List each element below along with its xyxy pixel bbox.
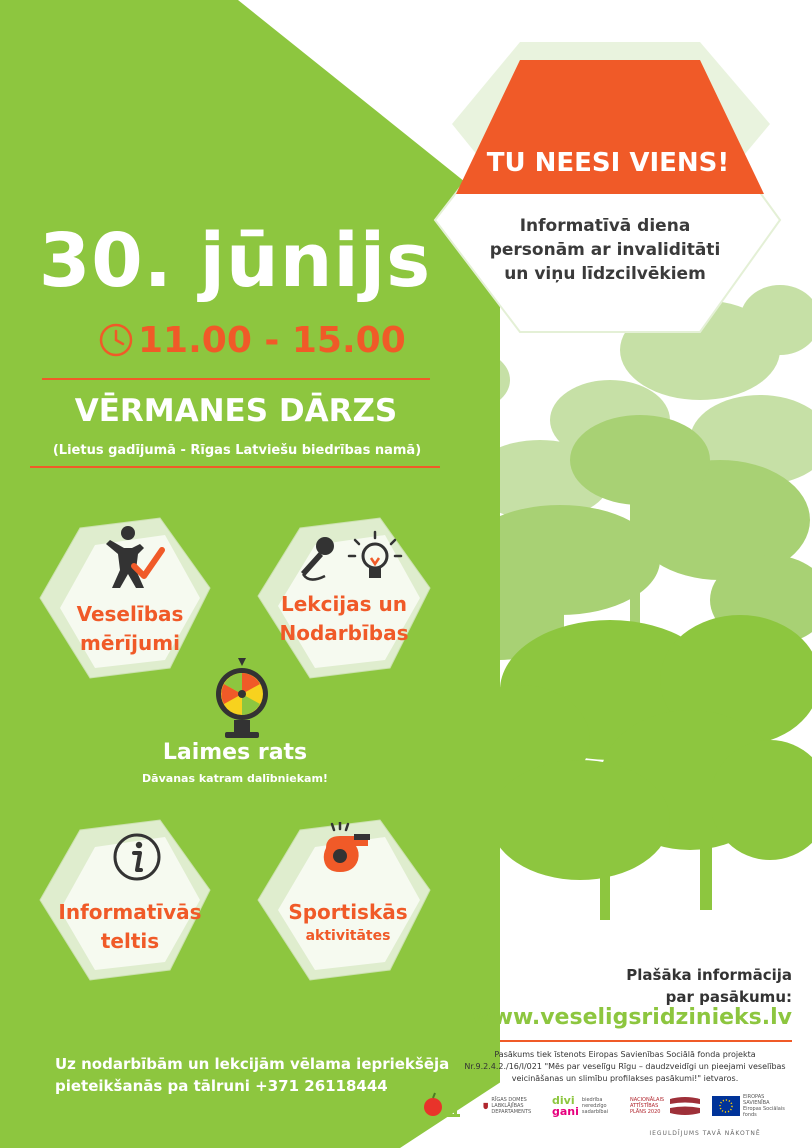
activity-label: teltis — [100, 929, 160, 953]
event-venue: VĒRMANES DĀRZS — [74, 393, 398, 429]
microphone-bulb-icon — [295, 530, 405, 590]
activity-label: Veselības — [76, 602, 184, 626]
activity-label: mērījumi — [80, 631, 180, 655]
logo-label: divi — [552, 1094, 575, 1107]
activity-label: Lekcijas un — [280, 592, 407, 616]
latvia-flag-icon — [668, 1095, 702, 1117]
event-date: 30. jūnijs — [38, 218, 432, 304]
more-info-line: par pasākumu: — [665, 988, 792, 1006]
funding-fine-print: Pasākums tiek īstenots Eiropas Savienības Sociālā fonda projekta Nr.9.2.4.2./16/I/021 "Mēs par veselīgu Rīgu – daudzveidīgi un pieejami veselības veicināšanas un slimību profilakses pasākumi!" ietvaros. — [464, 1050, 786, 1083]
registration-note: Uz nodarbībām un lekcijām vēlama iepriekšēja pieteikšanās pa tālruni +371 26118444 — [55, 1055, 450, 1095]
person-check-icon — [100, 524, 166, 590]
website-link[interactable]: www.veseligsridzinieks.lv — [472, 1005, 792, 1030]
event-time: 11.00 - 15.00 — [138, 320, 406, 361]
divi-gani-logo — [552, 1092, 624, 1120]
activity-sport — [258, 898, 438, 945]
activity-label: aktivitātes — [305, 928, 391, 944]
eu-esf-logo — [712, 1092, 792, 1120]
wheel-subtitle: Dāvanas katram dalībniekam! — [142, 772, 328, 785]
event-subtitle — [455, 214, 755, 286]
logo-label: biedrība neredzīgo sadarbībai — [581, 1097, 609, 1115]
wheel-of-fortune-icon — [213, 658, 271, 740]
logo-label: gani — [552, 1105, 579, 1118]
more-info-label — [560, 964, 792, 1008]
logo-label: EIROPAS SAVIENĪBA Eiropas Sociālais fonds — [743, 1094, 785, 1118]
activity-label: Informatīvās — [58, 900, 202, 924]
eu-tagline: IEGULDĪJUMS TAVĀ NĀKOTNĒ — [649, 1130, 761, 1137]
logo-label: RĪGAS DOMES LABKLĀJĪBAS DEPARTAMENTS — [491, 1097, 532, 1115]
activity-info-tents — [40, 898, 220, 956]
activity-lectures — [258, 590, 430, 648]
slogan-heading: TU NEESI VIENS! — [486, 148, 730, 178]
info-icon — [112, 832, 162, 882]
subtitle-line: personām ar invaliditāti — [489, 240, 721, 260]
riga-coat-of-arms-icon — [483, 1098, 488, 1114]
activity-label: Sportiskās — [288, 900, 408, 924]
wheel-title: Laimes rats — [162, 740, 308, 765]
more-info-line: Plašāka informācija — [626, 966, 792, 984]
subtitle-line: un viņu līdzcilvēkiem — [504, 264, 706, 284]
riga-welfare-logo — [483, 1092, 541, 1120]
logo-label: NACIONĀLAIS ATTĪSTĪBAS PLĀNS 2020 — [630, 1097, 665, 1115]
eu-flag-icon — [712, 1096, 740, 1116]
activity-measurements — [50, 600, 210, 658]
whistle-icon — [318, 822, 374, 878]
activity-label: Nodarbības — [279, 621, 409, 645]
clock-icon — [98, 322, 134, 358]
venue-note: (Lietus gadījumā - Rīgas Latviešu biedrības namā) — [52, 443, 422, 458]
nap-2020-logo — [630, 1092, 704, 1120]
subtitle-line: Informatīvā diena — [519, 216, 691, 236]
healthy-riga-logo — [422, 1090, 462, 1120]
